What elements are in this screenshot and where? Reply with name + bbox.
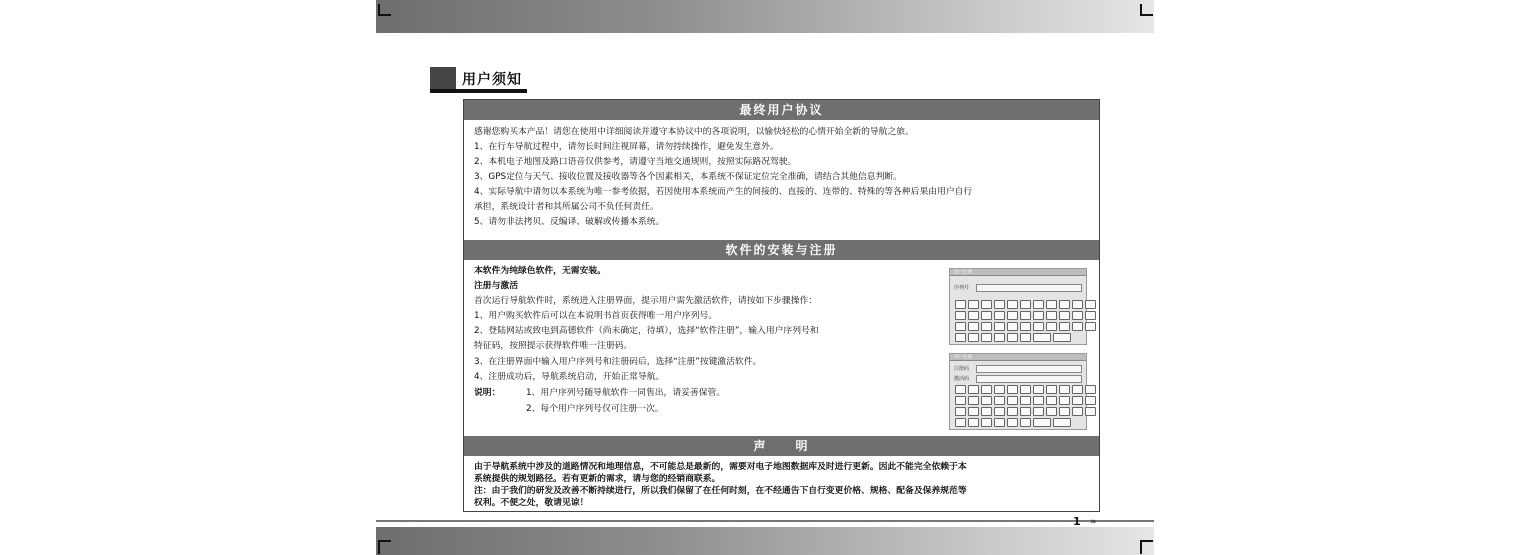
register-screen-title: 用户注册 xyxy=(954,270,972,275)
install-line: 1、用户购买软件后可以在本说明书首页获得唯一用户序列号。 xyxy=(474,311,718,321)
register-screen-1 xyxy=(949,268,1087,345)
register-screen-title: 用户注册 xyxy=(954,355,972,360)
activation-code-input xyxy=(976,375,1082,383)
heading-underline xyxy=(430,89,527,93)
statement-title: 声 明 xyxy=(464,436,1099,456)
crop-mark-top-left xyxy=(378,4,391,16)
keyboard-row xyxy=(955,396,1096,405)
install-line: 特征码，按照提示获得软件唯一注册码。 xyxy=(474,341,633,351)
install-line: 首次运行导航软件时，系统进入注册界面，提示用户需先激活软件，请按如下步骤操作： xyxy=(474,296,818,306)
page-arrows-icon: ››› xyxy=(1090,517,1095,527)
install-note: 2、每个用户序列号仅可注册一次。 xyxy=(526,404,664,414)
register-code-label: 注册码 xyxy=(954,366,970,372)
keyboard-row xyxy=(955,418,1071,427)
install-subheading: 注册与激活 xyxy=(474,281,518,291)
keyboard-row xyxy=(955,322,1096,331)
keyboard-row xyxy=(955,385,1096,394)
crop-mark-bottom-right xyxy=(1140,540,1153,554)
crop-mark-bottom-left xyxy=(378,540,391,554)
agreement-line: 承担，系统设计者和其所属公司不负任何责任。 xyxy=(474,202,659,212)
agreement-line: 3、GPS定位与天气、接收位置及接收器等各个因素相关，本系统不保证定位完全准确，请结合其他信息判断。 xyxy=(474,172,902,182)
install-title: 软件的安装与注册 xyxy=(464,240,1099,260)
keyboard-row xyxy=(955,311,1096,320)
keyboard-row xyxy=(955,333,1071,342)
section-heading-text: 用户须知 xyxy=(462,72,522,88)
serial-input xyxy=(976,284,1082,292)
page-number: 1 xyxy=(1073,515,1081,528)
agreement-title: 最终用户协议 xyxy=(464,100,1099,120)
footer-band xyxy=(376,527,1154,555)
agreement-line: 2、本机电子地图及路口语音仅供参考，请遵守当地交通规则，按照实际路况驾驶。 xyxy=(474,157,797,167)
keyboard-row xyxy=(955,300,1096,309)
statement-line: 权利。不便之处，敬请见谅！ xyxy=(474,498,589,508)
install-line: 2、登陆网站或致电到高德软件（尚未确定，待填），选择“软件注册”，输入用户序列号和 xyxy=(474,326,819,336)
install-intro: 本软件为纯绿色软件，无需安装。 xyxy=(474,266,606,276)
statement-line: 系统提供的规划路径。若有更新的需求，请与您的经销商联系。 xyxy=(474,474,721,484)
install-line: 4、注册成功后，导航系统启动，开始正常导航。 xyxy=(474,372,665,382)
statement-line: 由于导航系统中涉及的道路情况和地理信息，不可能总是最新的，需要对电子地图数据库及时进行更新。因此不能完全依赖于本 xyxy=(474,462,967,472)
agreement-line: 4、实际导航中请勿以本系统为唯一参考依据，若因使用本系统而产生的间接的、直接的、连带的、特殊的等各种后果由用户自行 xyxy=(474,187,973,197)
section-heading xyxy=(430,67,527,93)
install-note-label: 说明： xyxy=(474,388,501,398)
statement-line: 注：由于我们的研发及改善不断持续进行，所以我们保留了在任何时刻，在不经通告下自行变更价格、规格、配备及保养规范等 xyxy=(474,486,967,496)
register-screen-2 xyxy=(949,353,1087,430)
crop-mark-top-right xyxy=(1140,4,1153,16)
heading-square-icon xyxy=(430,67,456,89)
install-line: 3、在注册界面中输入用户序列号和注册码后，选择“注册”按键激活软件。 xyxy=(474,357,762,367)
agreement-line: 5、请勿非法拷贝、反编译、破解或传播本系统。 xyxy=(474,217,665,227)
serial-field-label: 序列号 xyxy=(954,285,970,291)
footer-rule xyxy=(376,520,1154,522)
keyboard-row xyxy=(955,407,1096,416)
install-note: 1、用户序列号随导航软件一同售出，请妥善保管。 xyxy=(526,388,726,398)
register-code-input xyxy=(976,365,1082,373)
activation-code-label: 激活码 xyxy=(954,376,970,382)
header-band xyxy=(376,0,1154,33)
agreement-line: 感谢您购买本产品！请您在使用中详细阅读并遵守本协议中的各项说明，以愉快轻松的心情开始全新的导航之旅。 xyxy=(474,127,914,137)
content-panel xyxy=(463,99,1100,512)
agreement-line: 1、在行车导航过程中，请勿长时间注视屏幕，请勿持续操作，避免发生意外。 xyxy=(474,142,779,152)
